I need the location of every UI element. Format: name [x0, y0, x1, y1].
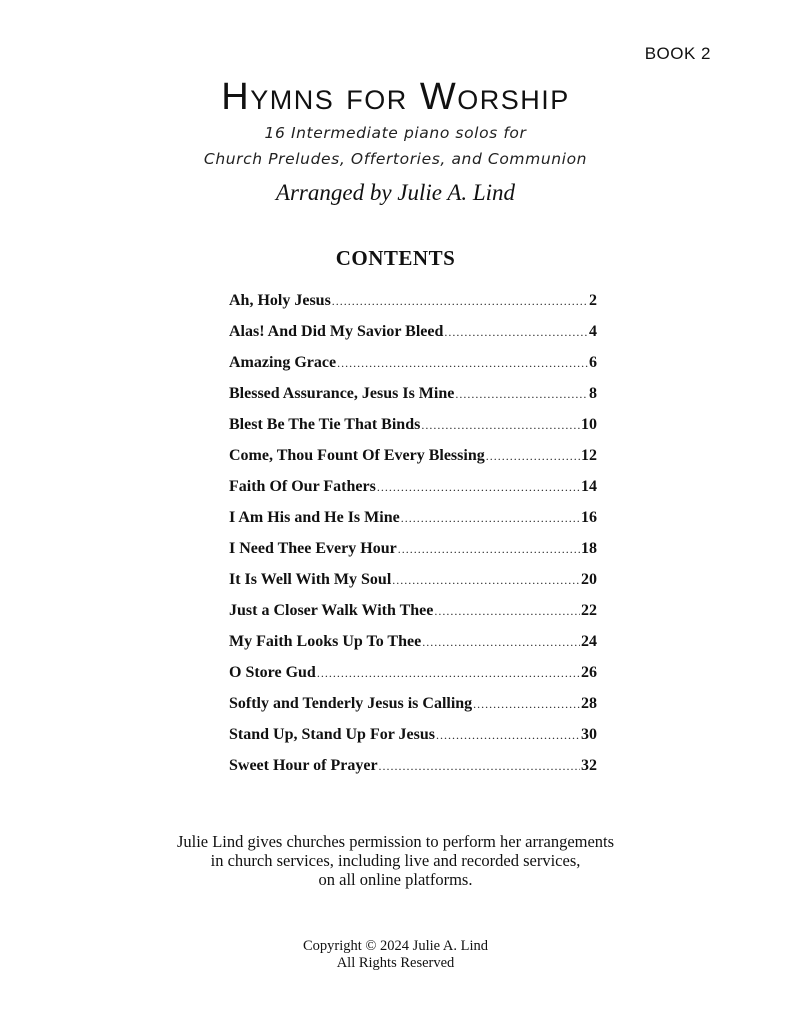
permission-line-2: in church services, including live and recorded services,: [210, 851, 581, 870]
toc-entry: [229, 478, 597, 509]
dot-leader: [332, 294, 588, 309]
toc-entry: [229, 633, 597, 664]
toc-entry-page: 26: [581, 664, 597, 681]
copyright-line-1: Copyright © 2024 Julie A. Lind: [302, 938, 489, 954]
dot-leader: [444, 325, 588, 340]
toc-entry-title: Just a Closer Walk With Thee: [229, 602, 434, 619]
page-title: Hymns for Worship: [221, 76, 570, 118]
toc-entry: [229, 757, 597, 788]
dot-leader: [377, 480, 580, 495]
toc-entry-page: 8: [589, 385, 597, 402]
toc-entry: [229, 385, 597, 416]
toc-entry: [229, 602, 597, 633]
toc-entry-title: I Am His and He Is Mine: [229, 509, 400, 526]
toc-entry: [229, 664, 597, 695]
toc-entry-page: 20: [581, 571, 597, 588]
toc-entry-page: 16: [581, 509, 597, 526]
toc-entry-title: Blest Be The Tie That Binds: [229, 416, 421, 433]
permission-line-3: on all online platforms.: [318, 870, 473, 889]
toc-entry-title: Alas! And Did My Savior Bleed: [229, 323, 444, 340]
toc-entry-page: 2: [589, 292, 597, 309]
dot-leader: [421, 418, 580, 433]
dot-leader: [422, 635, 580, 650]
toc-entry-title: Stand Up, Stand Up For Jesus: [229, 726, 435, 743]
toc-entry-title: Blessed Assurance, Jesus Is Mine: [229, 385, 455, 402]
dot-leader: [379, 759, 580, 774]
toc-entry-page: 4: [589, 323, 597, 340]
toc-entry-page: 24: [581, 633, 597, 650]
toc-entry-title: Softly and Tenderly Jesus is Calling: [229, 695, 473, 712]
subtitle-line-1: 16 Intermediate piano solos for: [264, 124, 527, 142]
toc-entry-page: 18: [581, 540, 597, 557]
toc-entry-title: Amazing Grace: [229, 354, 337, 371]
toc-entry: [229, 292, 597, 323]
dot-leader: [436, 728, 580, 743]
permission-line-1: Julie Lind gives churches permission to perform her arrangements: [176, 832, 615, 851]
toc-entry-page: 32: [581, 757, 597, 774]
copyright-line-2: All Rights Reserved: [336, 955, 455, 971]
toc-entry-title: Faith Of Our Fathers: [229, 478, 376, 495]
toc-entry-page: 6: [589, 354, 597, 371]
toc-entry-title: Sweet Hour of Prayer: [229, 757, 378, 774]
dot-leader: [455, 387, 588, 402]
toc-entry: [229, 416, 597, 447]
dot-leader: [434, 604, 580, 619]
toc-entry: [229, 447, 597, 478]
contents-heading: CONTENTS: [335, 246, 456, 270]
toc-entry: [229, 323, 597, 354]
toc-entry-title: Ah, Holy Jesus: [229, 292, 331, 309]
toc-entry: [229, 354, 597, 385]
toc-entry-title: It Is Well With My Soul: [229, 571, 392, 588]
table-of-contents: [229, 292, 597, 788]
toc-entry-page: 12: [581, 447, 597, 464]
book-number-label: BOOK 2: [644, 44, 711, 63]
toc-entry-page: 30: [581, 726, 597, 743]
toc-entry: [229, 726, 597, 757]
toc-entry: [229, 571, 597, 602]
dot-leader: [337, 356, 588, 371]
toc-entry-page: 28: [581, 695, 597, 712]
subtitle-line-2: Church Preludes, Offertories, and Communion: [203, 150, 588, 168]
toc-entry: [229, 509, 597, 540]
toc-entry-page: 22: [581, 602, 597, 619]
dot-leader: [398, 542, 580, 557]
toc-entry-page: 10: [581, 416, 597, 433]
copyright-notice: [0, 938, 791, 972]
toc-entry-page: 14: [581, 478, 597, 495]
dot-leader: [317, 666, 580, 681]
dot-leader: [401, 511, 580, 526]
toc-entry-title: O Store Gud: [229, 664, 316, 681]
dot-leader: [486, 449, 580, 464]
toc-entry-title: I Need Thee Every Hour: [229, 540, 397, 557]
performance-permission-notice: [0, 832, 791, 889]
dot-leader: [392, 573, 580, 588]
toc-entry: [229, 540, 597, 571]
dot-leader: [473, 697, 580, 712]
arranger-credit: Arranged by Julie A. Lind: [275, 180, 516, 205]
toc-entry-title: My Faith Looks Up To Thee: [229, 633, 422, 650]
toc-entry-title: Come, Thou Fount Of Every Blessing: [229, 447, 485, 464]
toc-entry: [229, 695, 597, 726]
